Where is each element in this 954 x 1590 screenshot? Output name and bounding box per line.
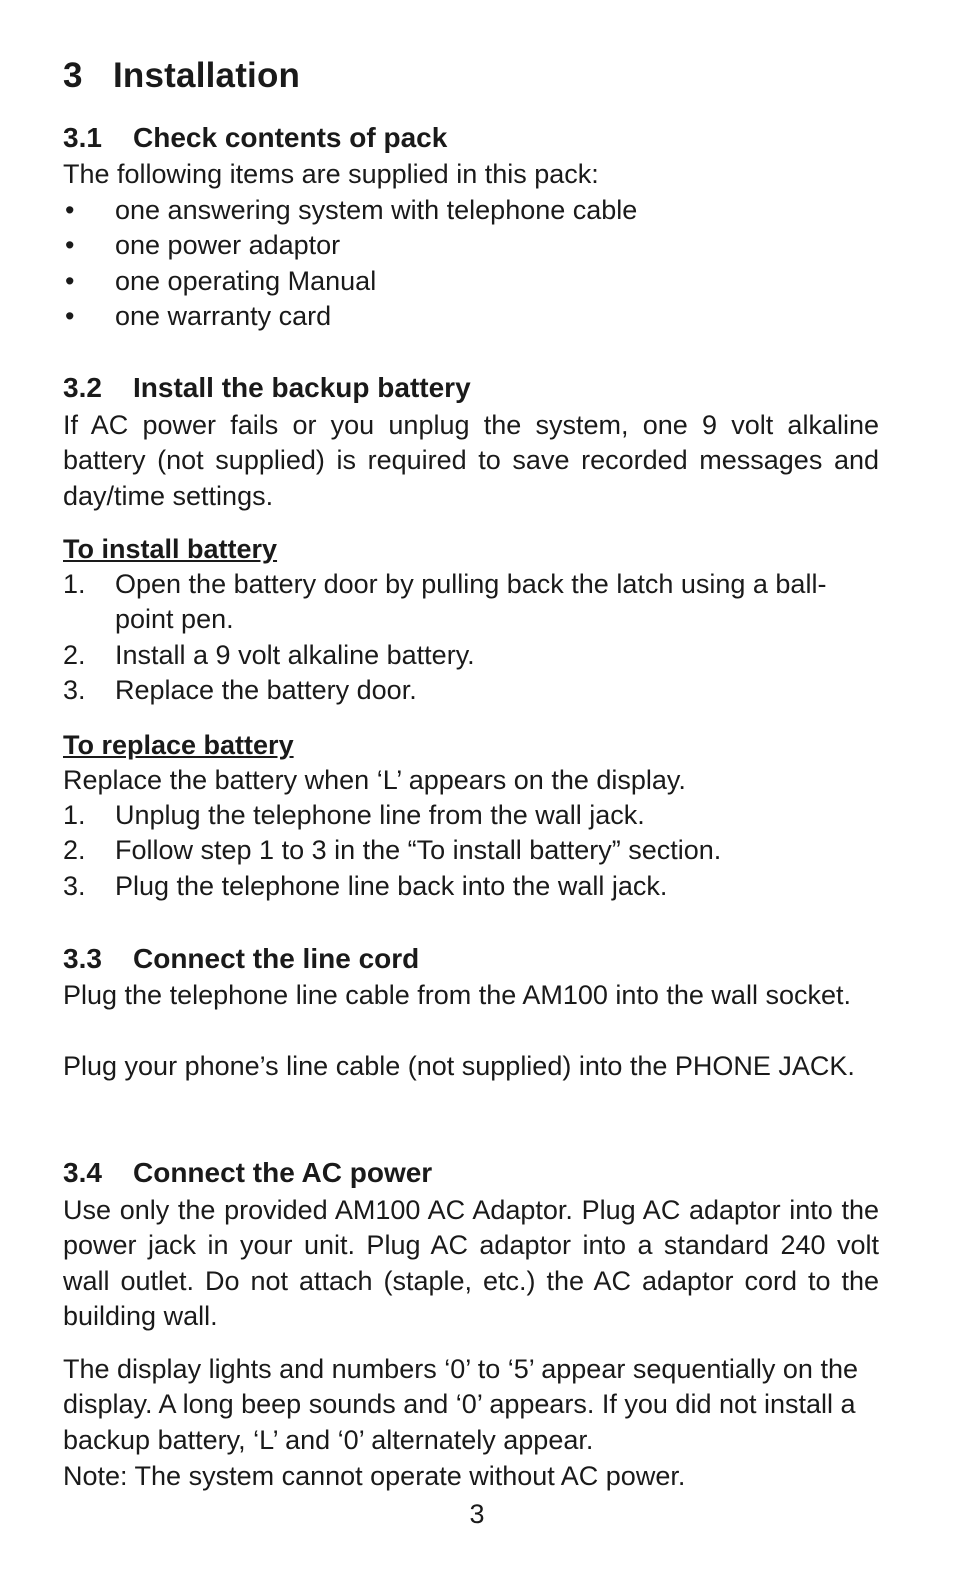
section-3-3-heading <box>63 941 419 976</box>
list-item <box>63 638 879 673</box>
ac-power-para-2: The display lights and numbers ‘0’ to ‘5’ appear sequentially on the display. A long beep sounds and ‘0’ appears. If you did not install a backup battery, ‘L’ and ‘0’ alternately appear. <box>63 1354 858 1455</box>
bullet-mark: • <box>65 301 75 332</box>
step-text: Replace the battery door. <box>115 675 417 706</box>
step-number: 3. <box>63 870 86 901</box>
battery-intro: If AC power fails or you unplug the system, one 9 volt alkaline battery (not supplied) is required to save recorded messages and day/time settings. <box>63 410 879 511</box>
step-text: Unplug the telephone line from the wall jack. <box>115 800 645 830</box>
step-number: 1. <box>63 569 86 599</box>
list-item-text: one power adaptor <box>115 230 341 261</box>
section-3-2-heading <box>63 370 471 405</box>
step-text: Open the battery door by pulling back the latch using a ball-point pen. <box>115 569 827 635</box>
list-item-text: one operating Manual <box>115 265 377 296</box>
ac-power-para-1: Use only the provided AM100 AC Adaptor. Plug AC adaptor into the power jack in your unit. Plug AC adaptor into a standard 240 volt wall outlet. Do not attach (staple, etc.) the AC adaptor cord to the building wall. <box>63 1195 879 1332</box>
replace-battery-heading: To replace battery <box>63 730 294 760</box>
section-3-4-heading <box>63 1155 432 1190</box>
chapter-title-text: Installation <box>113 56 301 95</box>
line-cord-para-1: Plug the telephone line cable from the AM100 into the wall socket. <box>63 980 851 1010</box>
chapter-number: 3 <box>63 56 83 95</box>
step-number: 2. <box>63 639 86 670</box>
step-text: Install a 9 volt alkaline battery. <box>115 639 475 670</box>
list-item <box>63 567 879 638</box>
line-cord-para-2: Plug your phone’s line cable (not supplied) into the PHONE JACK. <box>63 1051 855 1081</box>
list-item <box>63 299 879 334</box>
list-item-text: one warranty card <box>115 301 332 332</box>
list-item-text: one answering system with telephone cable <box>115 195 638 225</box>
bullet-mark: • <box>65 195 75 225</box>
section-3-1-heading <box>63 120 447 155</box>
list-item <box>63 228 879 263</box>
section-number: 3.1 <box>63 122 102 153</box>
step-text: Follow step 1 to 3 in the “To install battery” section. <box>115 835 722 866</box>
contents-intro: The following items are supplied in this pack: <box>63 159 599 189</box>
chapter-title <box>63 56 300 96</box>
install-battery-heading: To install battery <box>63 534 278 564</box>
list-item <box>63 833 879 868</box>
section-title: Check contents of pack <box>133 122 448 153</box>
page-number: 3 <box>469 1499 485 1529</box>
section-title: Install the backup battery <box>133 372 471 403</box>
bullet-mark: • <box>65 265 75 296</box>
contents-list <box>63 193 879 335</box>
list-item <box>63 264 879 299</box>
list-item <box>63 673 879 708</box>
step-number: 3. <box>63 675 86 706</box>
section-number: 3.2 <box>63 372 102 403</box>
list-item <box>63 798 879 833</box>
replace-intro: Replace the battery when ‘L’ appears on the display. <box>63 765 686 795</box>
bullet-mark: • <box>65 230 75 261</box>
install-steps <box>63 567 879 709</box>
section-number: 3.4 <box>63 1157 102 1188</box>
list-item <box>63 193 879 228</box>
step-number: 1. <box>63 800 86 830</box>
step-text: Plug the telephone line back into the wall jack. <box>115 870 668 901</box>
section-number: 3.3 <box>63 943 102 974</box>
ac-power-note: Note: The system cannot operate without AC power. <box>63 1461 686 1491</box>
list-item <box>63 869 879 904</box>
section-title: Connect the line cord <box>133 943 420 974</box>
section-title: Connect the AC power <box>133 1157 433 1188</box>
replace-steps <box>63 798 879 904</box>
step-number: 2. <box>63 835 86 866</box>
